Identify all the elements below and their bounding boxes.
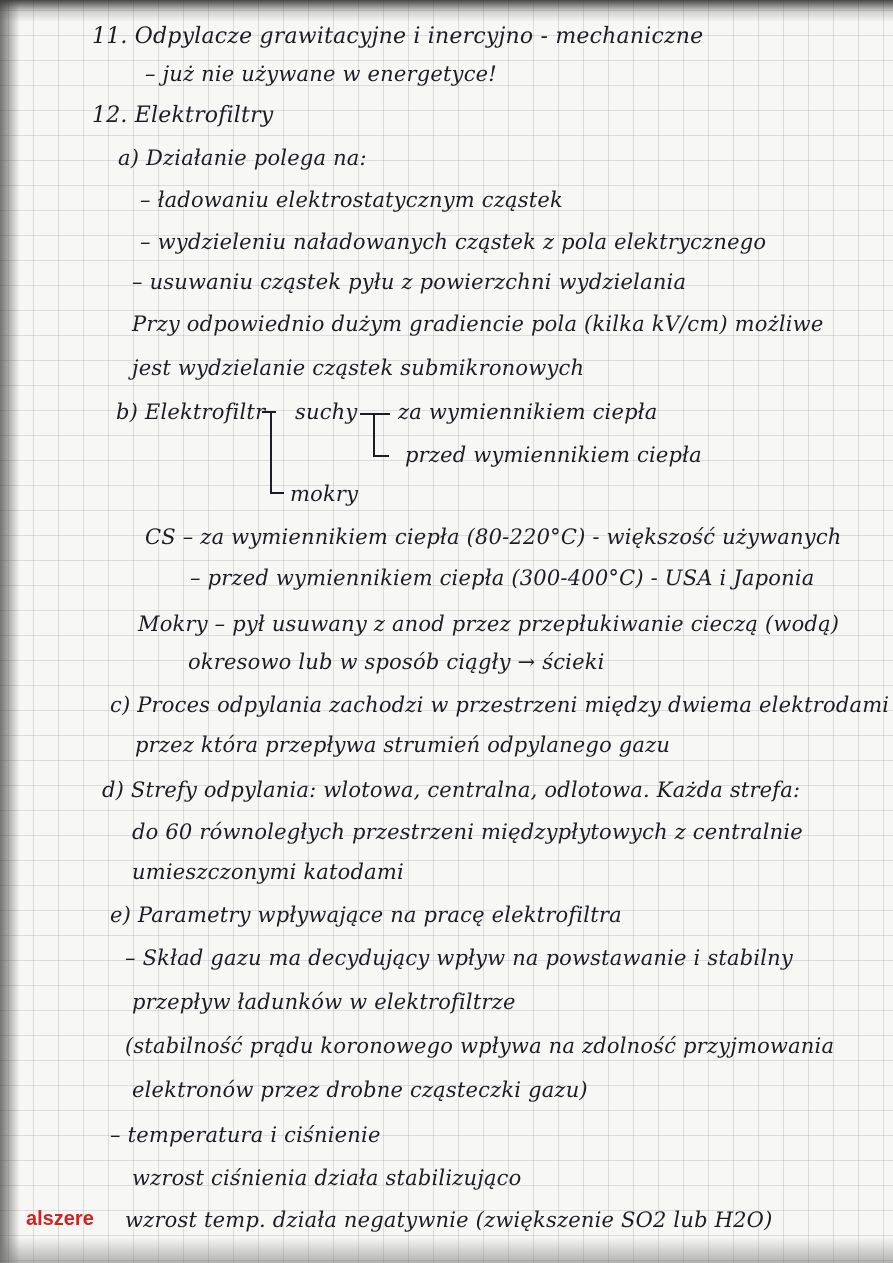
diagram-branch-line (270, 412, 290, 492)
note-line: – wydzieleniu naładowanych cząstek z pola elektrycznego (140, 230, 767, 254)
heading-section-11: 11. Odpylacze grawitacyjne i inercyjno - mechaniczne (92, 24, 704, 49)
note-line: umieszczonymi katodami (132, 860, 404, 884)
subheading-e: e) Parametry wpływające na pracę elektrofiltra (110, 903, 622, 927)
note-line: – usuwaniu cząstek pyłu z powierzchni wydzielania (132, 270, 687, 294)
diagram-node-suchy: suchy (295, 400, 358, 424)
note-line: przepływ ładunków w elektrofiltrze (132, 990, 516, 1014)
subheading-b: b) Elektrofiltr (116, 400, 266, 424)
diagram-node-za-wymiennikiem: za wymiennikiem ciepła (398, 400, 658, 424)
note-line: wzrost ciśnienia działa stabilizująco (132, 1166, 522, 1190)
note-line: elektronów przez drobne cząsteczki gazu) (132, 1078, 588, 1102)
diagram-branch-line (373, 413, 389, 457)
scan-shadow-top (0, 0, 893, 22)
note-line: wzrost temp. działa negatywnie (zwiększenie SO2 lub H2O) (125, 1208, 773, 1232)
scan-shadow-bottom (0, 1237, 893, 1263)
note-line: – temperatura i ciśnienie (110, 1123, 381, 1147)
subheading-d: d) Strefy odpylania: wlotowa, centralna, odlotowa. Każda strefa: (102, 778, 801, 802)
note-line: Przy odpowiednio dużym gradiencie pola (kilka kV/cm) możliwe (132, 312, 824, 336)
diagram-branch-tick (270, 492, 284, 494)
note-line: – już nie używane w energetyce! (145, 62, 497, 86)
note-line: – przed wymiennikiem ciepła (300-400°C) - USA i Japonia (190, 566, 815, 590)
note-line: do 60 równoległych przestrzeni międzypłytowych z centralnie (132, 820, 803, 844)
note-line: przez która przepływa strumień odpylanego gazu (135, 733, 671, 757)
subheading-a: a) Działanie polega na: (118, 146, 367, 170)
diagram-node-przed-wymiennikiem: przed wymiennikiem ciepła (405, 443, 702, 467)
diagram-node-mokry: mokry (290, 482, 359, 506)
note-line: – Skład gazu ma decydujący wpływ na powstawanie i stabilny (125, 946, 793, 970)
scan-shadow-left (0, 0, 20, 1263)
heading-section-12: 12. Elektrofiltry (92, 103, 274, 128)
note-line: (stabilność prądu koronowego wpływa na zdolność przyjmowania (125, 1034, 835, 1058)
note-line: jest wydzielanie cząstek submikronowych (132, 356, 585, 380)
note-line: CS – za wymiennikiem ciepła (80-220°C) - większość używanych (145, 525, 842, 549)
note-line: – ładowaniu elektrostatycznym cząstek (140, 188, 563, 212)
subheading-c: c) Proces odpylania zachodzi w przestrzeni między dwiema elektrodami (110, 693, 890, 717)
note-line: okresowo lub w sposób ciągły → ścieki (188, 650, 605, 674)
watermark-label: alszere (26, 1208, 94, 1230)
note-line: Mokry – pył usuwany z anod przez przepłukiwanie cieczą (wodą) (138, 612, 840, 636)
diagram-branch-tick (262, 411, 276, 413)
